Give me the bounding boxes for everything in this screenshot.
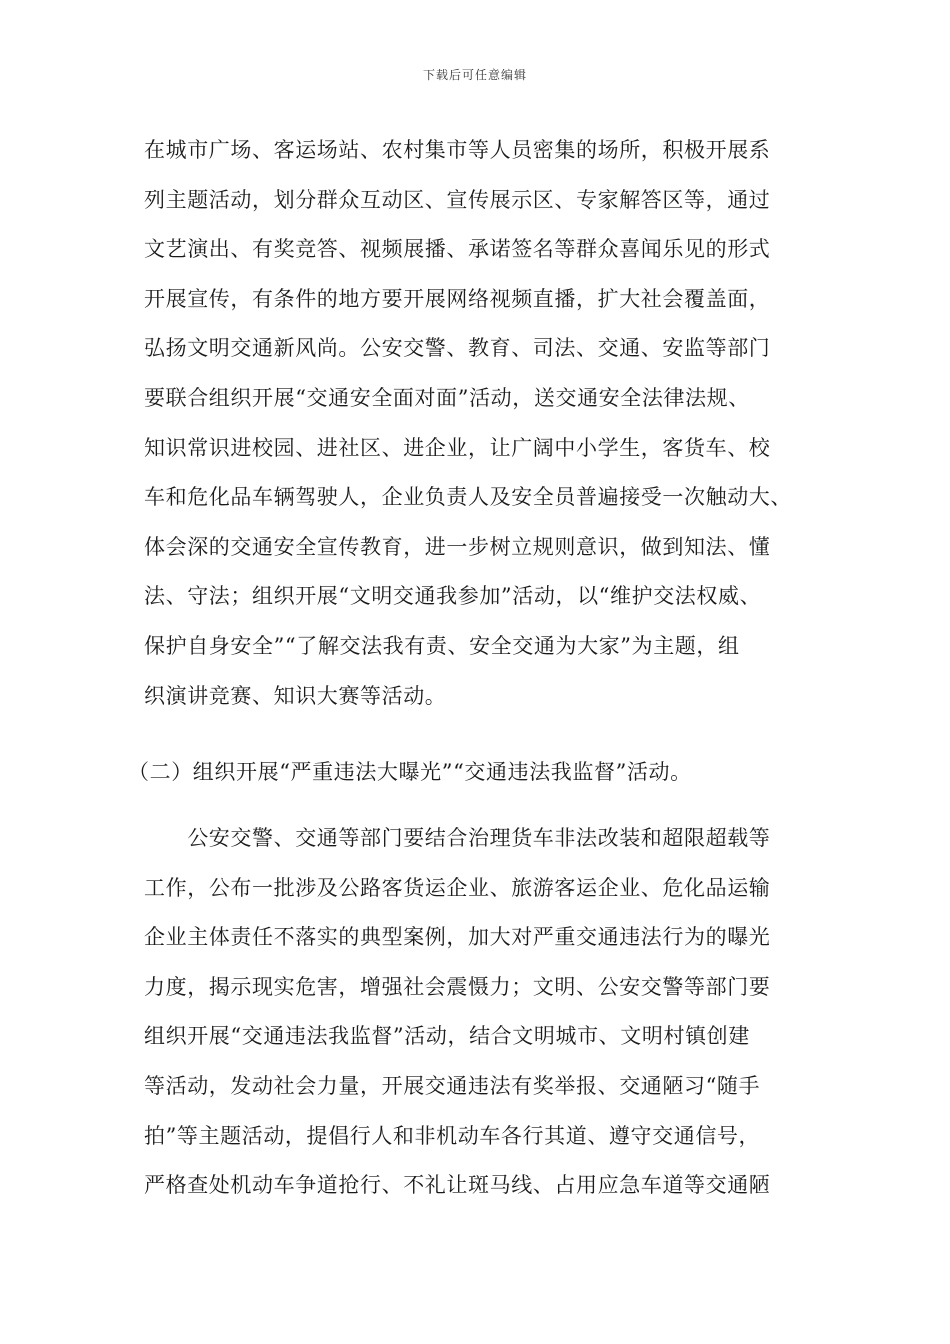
paragraph-line: 文艺演出、有奖竞答、视频展播、承诺签名等群众喜闻乐见的形式	[144, 237, 771, 262]
paragraph-1	[144, 126, 844, 721]
paragraph-2	[144, 814, 844, 1211]
page-header: 下载后可任意编辑	[422, 68, 527, 82]
paragraph-line: 车和危化品车辆驾驶人，企业负责人及安全员普遍接受一次触动大、	[144, 485, 792, 510]
paragraph-line: 开展宣传，有条件的地方要开展网络视频直播，扩大社会覆盖面，	[144, 286, 771, 311]
paragraph-line: 保护自身安全”“了解交法我有责、安全交通为大家”为主题，组	[144, 633, 740, 658]
paragraph-line: 知识常识进校园、进社区、进企业，让广阔中小学生，客货车、校	[144, 435, 771, 460]
paragraph-line: 要联合组织开展“交通安全面对面”活动，送交通安全法律法规、	[144, 385, 750, 410]
paragraph-line: 公安交警、交通等部门要结合治理货车非法改装和超限超载等	[144, 826, 771, 850]
paragraph-line: 弘扬文明交通新风尚。公安交警、教育、司法、交通、安监等部门	[144, 336, 771, 361]
paragraph-line: 体会深的交通安全宣传教育，进一步树立规则意识，做到知法、懂	[144, 534, 771, 559]
paragraph-line: 法、守法；组织开展“文明交通我参加”活动，以“维护交法权威、	[144, 584, 762, 609]
paragraph-line: 拍”等主题活动，提倡行人和非机动车各行其道、遵守交通信号，	[144, 1123, 761, 1148]
paragraph-line: 在城市广场、客运场站、农村集市等人员密集的场所，积极开展系	[144, 138, 771, 162]
paragraph-line: 织演讲竞赛、知识大赛等活动。	[144, 683, 447, 708]
section-heading	[128, 748, 828, 798]
section-heading-text: （二）组织开展“严重违法大曝光”“交通违法我监督”活动。	[128, 760, 692, 784]
paragraph-line: 力度，揭示现实危害，增强社会震慑力；文明、公安交警等部门要	[144, 974, 771, 999]
paragraph-line: 企业主体责任不落实的典型案例，加大对严重交通违法行为的曝光	[144, 925, 771, 950]
paragraph-line: 工作，公布一批涉及公路客货运企业、旅游客运企业、危化品运输	[144, 875, 771, 900]
paragraph-line: 组织开展“交通违法我监督”活动，结合文明城市、文明村镇创建	[144, 1024, 750, 1049]
paragraph-line: 严格查处机动车争道抢行、不礼让斑马线、占用应急车道等交通陋	[144, 1173, 771, 1198]
paragraph-line: 列主题活动，划分群众互动区、宣传展示区、专家解答区等，通过	[144, 187, 771, 212]
paragraph-line: 等活动，发动社会力量，开展交通违法有奖举报、交通陋习“随手	[144, 1073, 761, 1098]
